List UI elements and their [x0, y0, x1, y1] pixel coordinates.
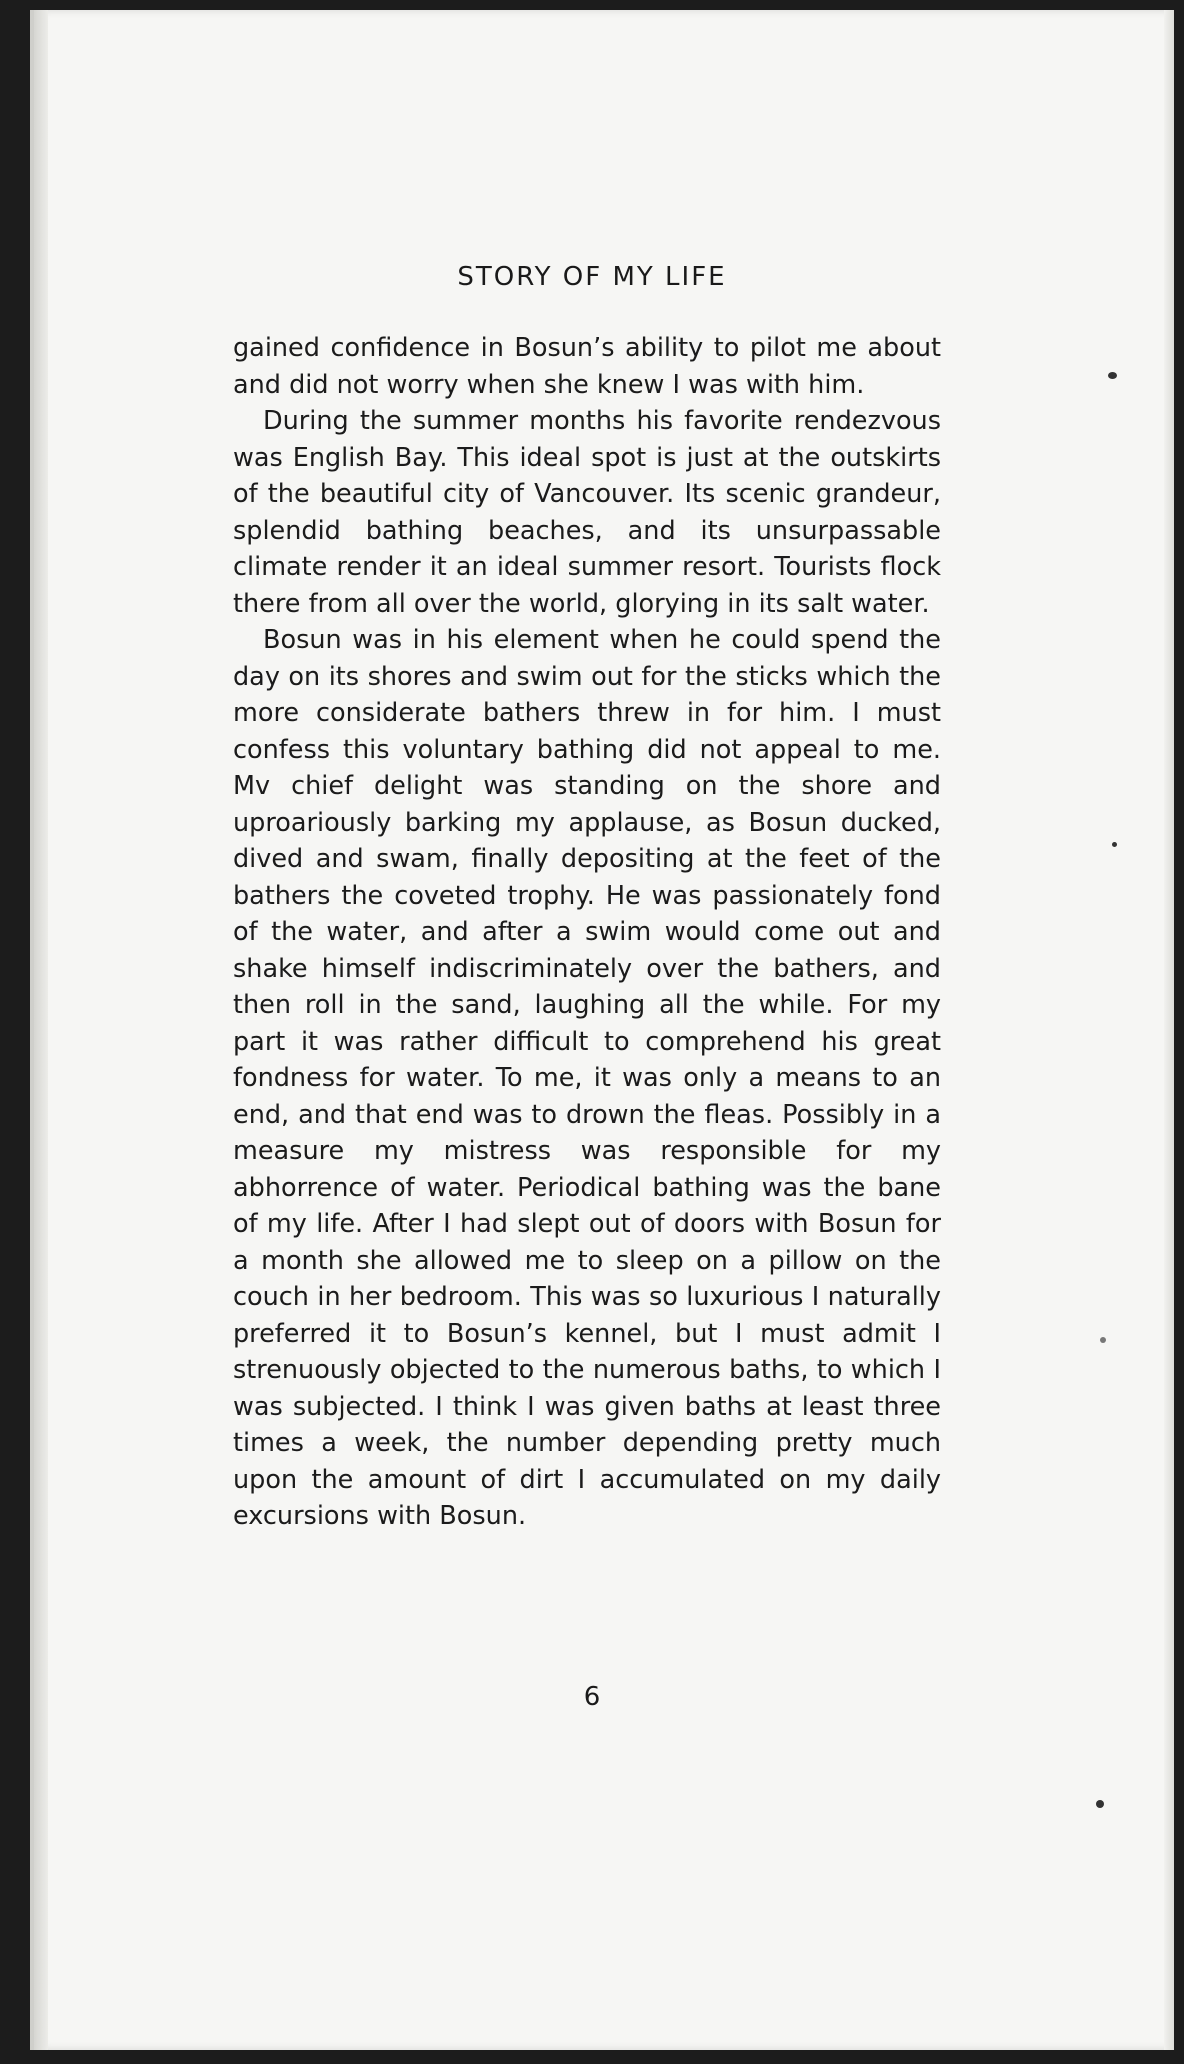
paragraph-2: During the summer months his favorite rendezvous was English Bay. This ideal spot is just at the outskirts of the beautiful city of Vancouver. Its scenic grandeur, splendid bathing beaches, and its unsurpassable climate render it an ideal summer resort. Tourists flock there from all over the world, glorying in its salt water.	[233, 406, 941, 619]
page-number: 6	[583, 1682, 601, 1712]
body-text	[233, 330, 941, 1535]
page-binding-edge	[34, 10, 48, 2050]
paragraph-1: gained confidence in Bosun’s ability to pilot me about and did not worry when she knew I was with him.	[233, 333, 941, 400]
scan-speck	[1096, 1800, 1104, 1808]
running-head-title: STORY OF MY LIFE	[457, 262, 727, 292]
scan-speck	[1100, 1337, 1106, 1343]
scan-speck	[1108, 372, 1117, 379]
paragraph-3: Bosun was in his element when he could spend the day on its shores and swim out for the sticks which the more considerate bathers threw in for him. I must confess this voluntary bathing did not appeal to me. Mv chief delight was standing on the shore and uproariously barking my applause, as Bosun ducked, dived and swam, finally depositing at the feet of the bathers the coveted trophy. He was passionately fond of the water, and after a swim would come out and shake himself indiscriminately over the bathers, and then roll in the sand, laughing all the while. For my part it was rather difficult to comprehend his great fondness for water. To me, it was only a means to an end, and that end was to drown the fleas. Possibly in a measure my mistress was responsible for my abhorrence of water. Periodical bathing was the bane of my life. After I had slept out of doors with Bosun for a month she allowed me to sleep on a pillow on the couch in her bedroom. This was so luxurious I naturally preferred it to Bosun’s kennel, but I must admit I strenuously objected to the numerous baths, to which I was subjected. I think I was given baths at least three times a week, the number depending pretty much upon the amount of dirt I accumulated on my daily excursions with Bosun.	[233, 625, 941, 1531]
page-right-edge	[1164, 10, 1174, 2050]
scan-speck	[1112, 842, 1117, 847]
